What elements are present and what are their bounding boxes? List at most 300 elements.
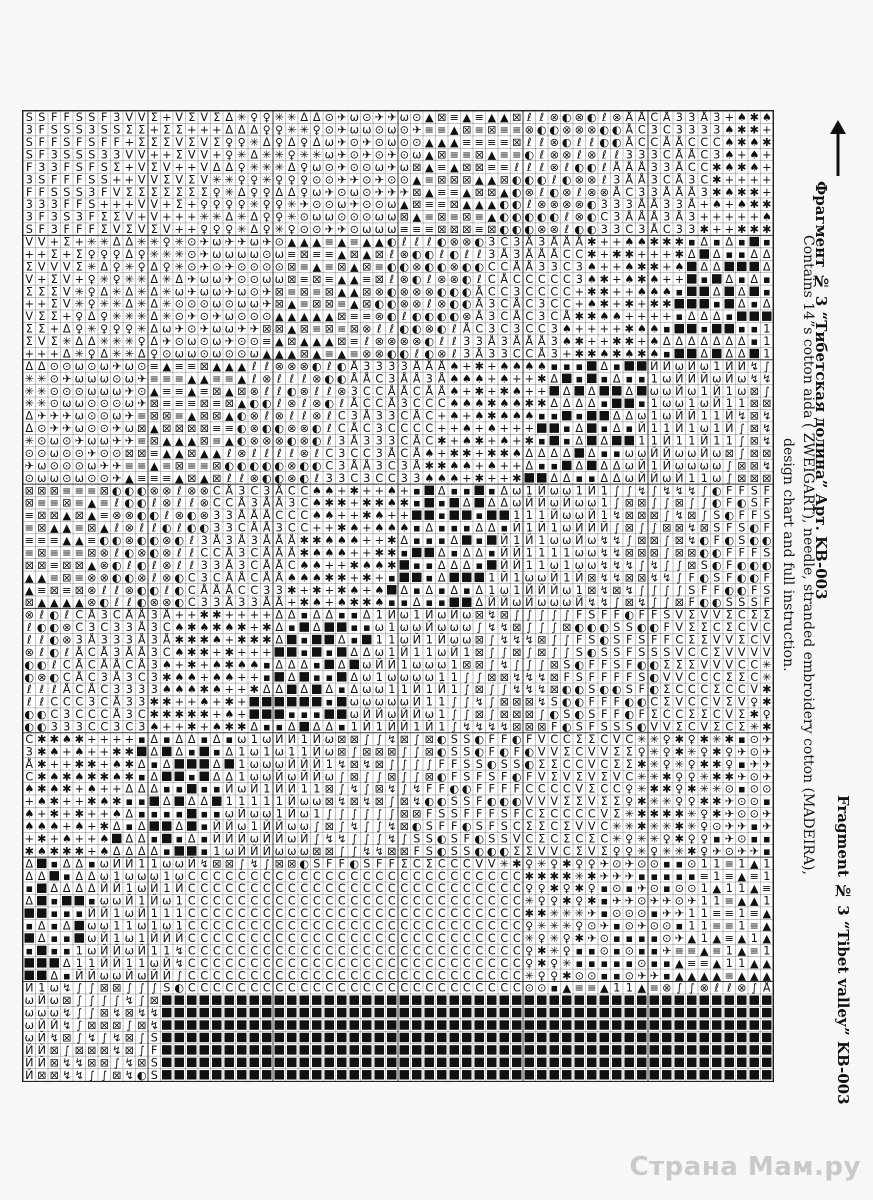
chart-cell-symbol: C	[575, 807, 584, 821]
chart-cell-symbol: ♠	[36, 795, 47, 809]
chart-cell-symbol: Δ	[462, 558, 471, 572]
chart-cell-mark	[337, 1008, 347, 1017]
chart-cell-mark	[362, 1033, 372, 1042]
chart-cell-symbol: ⊙	[224, 347, 234, 361]
chart-cell-mark	[525, 1045, 535, 1054]
chart-cell-symbol: 1	[413, 720, 421, 734]
chart-cell-symbol: C	[450, 931, 459, 945]
chart-cell-symbol: ✈	[637, 969, 647, 983]
chart-cell-symbol: 1	[425, 683, 433, 697]
chart-cell-symbol: 3	[150, 645, 158, 659]
chart-cell-symbol: 1	[313, 782, 321, 796]
chart-cell-mark	[212, 1020, 222, 1029]
chart-cell-symbol: Å	[487, 335, 496, 349]
chart-cell-symbol: ✳	[112, 297, 122, 311]
chart-cell-symbol: +	[212, 708, 222, 722]
chart-cell-symbol: ✈	[124, 384, 134, 398]
chart-cell-symbol: ω	[662, 397, 672, 411]
chart-cell-symbol: ◐	[411, 247, 422, 261]
chart-cell-symbol: ω	[49, 471, 59, 485]
chart-cell-symbol: 3	[488, 310, 496, 324]
chart-cell-symbol: Å	[275, 546, 284, 560]
chart-cell-symbol: ⊠	[524, 720, 534, 734]
chart-cell-symbol: ✳	[174, 260, 184, 274]
chart-cell-symbol: ω	[74, 359, 84, 373]
chart-cell-symbol: Й	[587, 484, 596, 498]
chart-cell-symbol: ↯	[737, 409, 747, 423]
chart-cell-symbol: 1	[700, 471, 708, 485]
chart-cell-symbol: S	[463, 745, 471, 759]
chart-cell-symbol: ⊠	[199, 409, 209, 423]
chart-cell-symbol: 1	[275, 807, 283, 821]
chart-cell-symbol: C	[200, 882, 209, 896]
chart-cell-symbol: ◐	[274, 471, 285, 485]
chart-cell-symbol: Å	[637, 111, 646, 125]
chart-cell-symbol: ✳	[124, 272, 134, 286]
chart-cell-symbol: ℓ	[189, 534, 195, 548]
chart-cell-mark	[562, 1008, 572, 1017]
chart-cell-symbol: ♠	[586, 297, 597, 311]
chart-cell-symbol: ↯	[349, 820, 359, 834]
chart-cell-symbol: ♀	[675, 782, 684, 796]
chart-cell-symbol: ∫	[513, 608, 520, 622]
chart-cell-symbol: Й	[312, 745, 321, 759]
chart-cell-symbol: ω	[262, 807, 272, 821]
chart-cell-symbol: ℓ	[164, 509, 170, 523]
chart-cell-symbol: 3	[625, 198, 633, 212]
chart-cell-symbol: 1	[725, 944, 733, 958]
chart-cell-symbol: ↯	[512, 670, 522, 684]
chart-cell-symbol: ⊠	[287, 335, 297, 349]
chart-cell-symbol: ✈	[599, 919, 609, 933]
chart-cell-symbol: 3	[150, 621, 158, 635]
chart-cell-symbol: ▪	[575, 372, 584, 386]
chart-cell-symbol: C	[387, 956, 396, 970]
chart-cell-symbol: C	[625, 732, 634, 746]
chart-cell-mark	[425, 510, 435, 519]
chart-cell-symbol: Å	[125, 608, 134, 622]
chart-cell-symbol: ω	[24, 1019, 34, 1033]
chart-cell-mark	[450, 510, 460, 519]
chart-cell-symbol: C	[400, 869, 409, 883]
chart-cell-symbol: +	[699, 210, 709, 224]
chart-cell-symbol: Å	[662, 111, 671, 125]
chart-cell-symbol: V	[587, 745, 596, 759]
chart-cell-symbol: ℓ	[226, 446, 232, 460]
chart-cell-mark	[237, 995, 247, 1004]
chart-cell-symbol: Δ	[587, 397, 596, 411]
chart-cell-symbol: ♠	[186, 670, 197, 684]
chart-cell-symbol: Å	[262, 521, 271, 535]
chart-cell-symbol: C	[737, 621, 746, 635]
chart-cell-symbol: ✱	[287, 583, 297, 597]
chart-cell-symbol: ⊗	[374, 335, 384, 349]
chart-cell-symbol: ▪	[625, 422, 634, 436]
chart-cell-symbol: ω	[249, 297, 259, 311]
chart-cell-symbol: C	[412, 944, 421, 958]
chart-cell-symbol: ♀	[237, 160, 246, 174]
chart-cell-symbol: C	[212, 907, 221, 921]
chart-cell-symbol: ◐	[474, 745, 485, 759]
chart-cell-symbol: 3	[375, 446, 383, 460]
chart-cell-symbol: ▪	[750, 335, 759, 349]
chart-cell-mark	[612, 1008, 622, 1017]
chart-cell-symbol: S	[488, 832, 496, 846]
chart-cell-symbol: +	[74, 782, 84, 796]
chart-cell-symbol: ✱	[349, 558, 359, 572]
chart-cell-symbol: ⊙	[749, 795, 759, 809]
chart-cell-symbol: ⊠	[437, 111, 447, 125]
chart-cell-symbol: C	[200, 944, 209, 958]
chart-cell-symbol: F	[588, 658, 595, 672]
chart-cell-symbol: Й	[287, 732, 296, 746]
chart-cell-symbol: C	[462, 956, 471, 970]
chart-cell-symbol: ⊙	[399, 123, 409, 137]
chart-cell-symbol: ✱	[124, 770, 134, 784]
chart-cell-symbol: ⊠	[387, 770, 397, 784]
chart-cell-symbol: ≡	[174, 397, 184, 411]
chart-cell-mark	[300, 722, 310, 731]
chart-cell-mark	[337, 697, 347, 706]
chart-cell-symbol: F	[713, 534, 720, 548]
chart-cell-symbol: V	[37, 260, 46, 274]
chart-cell-mark	[75, 933, 85, 942]
chart-cell-symbol: ▪	[400, 546, 409, 560]
chart-cell-symbol: Δ	[62, 322, 71, 336]
chart-cell-symbol: ▲	[749, 857, 759, 871]
chart-cell-symbol: ℓ	[426, 235, 432, 249]
chart-cell-symbol: ✳	[637, 732, 647, 746]
chart-cell-symbol: ♠	[111, 770, 122, 784]
chart-cell-symbol: ✱	[337, 521, 347, 535]
chart-cell-symbol: ℓ	[301, 409, 307, 423]
chart-cell-symbol: ↯	[662, 484, 672, 498]
chart-cell-symbol: Σ	[188, 173, 196, 187]
chart-cell-symbol: C	[425, 894, 434, 908]
chart-cell-symbol: ℓ	[64, 608, 70, 622]
chart-cell-symbol: Å	[512, 260, 521, 274]
chart-cell-symbol: ▪	[462, 583, 471, 597]
chart-cell-symbol: ω	[562, 596, 572, 610]
chart-cell-symbol: ω	[699, 397, 709, 411]
chart-cell-symbol: 1	[613, 981, 621, 995]
chart-cell-symbol: ✱	[387, 534, 397, 548]
chart-cell-symbol: ℓ	[176, 558, 182, 572]
chart-cell-symbol: ▲	[287, 347, 297, 361]
chart-cell-symbol: Δ	[125, 807, 134, 821]
chart-cell-symbol: C	[650, 136, 659, 150]
chart-cell-symbol: ✈	[362, 136, 372, 150]
chart-cell-symbol: Й	[600, 521, 609, 535]
chart-cell-symbol: ⊗	[162, 558, 172, 572]
chart-cell-symbol: S	[625, 621, 633, 635]
chart-cell-symbol: Å	[550, 235, 559, 249]
chart-cell-symbol: C	[400, 919, 409, 933]
chart-cell-mark	[212, 1008, 222, 1017]
chart-cell-symbol: Σ	[50, 335, 58, 349]
chart-cell-symbol: ↯	[49, 1031, 59, 1045]
chart-cell-symbol: Й	[500, 596, 509, 610]
chart-cell-symbol: +	[599, 260, 609, 274]
chart-cell-symbol: C	[475, 869, 484, 883]
chart-cell-symbol: Δ	[162, 795, 171, 809]
chart-cell-symbol: Δ	[100, 260, 109, 274]
chart-cell-symbol: ω	[437, 621, 447, 635]
chart-cell-symbol: ♠	[749, 148, 760, 162]
chart-cell-symbol: +	[174, 210, 184, 224]
chart-cell-symbol: ♠	[449, 359, 460, 373]
chart-cell-symbol: ◐	[711, 484, 722, 498]
chart-cell-symbol: ω	[224, 322, 234, 336]
chart-cell-symbol: +	[599, 247, 609, 261]
chart-cell-mark	[375, 1045, 385, 1054]
chart-cell-mark	[525, 995, 535, 1004]
chart-cell-symbol: +	[62, 757, 72, 771]
chart-cell-symbol: ◐	[599, 633, 610, 647]
chart-cell-symbol: ♀	[300, 136, 309, 150]
chart-cell-symbol: Δ	[600, 471, 609, 485]
chart-cell-symbol: 1	[425, 695, 433, 709]
chart-cell-symbol: Δ	[300, 111, 309, 125]
chart-cell-symbol: Δ	[487, 496, 496, 510]
chart-cell-symbol: ⊠	[312, 272, 322, 286]
chart-cell-mark	[475, 1033, 485, 1042]
chart-cell-symbol: ✱	[762, 683, 772, 697]
chart-cell-symbol: ▲	[737, 869, 747, 883]
chart-cell-symbol: ◐	[586, 645, 597, 659]
chart-cell-symbol: V	[550, 795, 559, 809]
chart-cell-symbol: ω	[549, 534, 559, 548]
chart-cell-symbol: Σ	[738, 708, 746, 722]
chart-cell-symbol: C	[700, 670, 709, 684]
chart-cell-symbol: ↯	[174, 944, 184, 958]
chart-cell-symbol: +	[174, 160, 184, 174]
chart-cell-symbol: C	[262, 956, 271, 970]
chart-cell-symbol: ✱	[187, 658, 197, 672]
chart-cell-symbol: ♠	[586, 260, 597, 274]
chart-cell-symbol: S	[63, 185, 71, 199]
chart-cell-symbol: C	[225, 882, 234, 896]
chart-cell-symbol: ⊗	[299, 384, 309, 398]
chart-cell-symbol: ⊠	[187, 471, 197, 485]
chart-cell-symbol: ⊠	[124, 1043, 134, 1057]
chart-cell-symbol: ∫	[538, 608, 545, 622]
chart-cell-symbol: ω	[74, 409, 84, 423]
chart-cell-symbol: ℓ	[339, 397, 345, 411]
chart-cell-symbol: 3	[25, 123, 33, 137]
chart-cell-symbol: Σ	[675, 720, 683, 734]
chart-cell-symbol: ⊙	[624, 907, 634, 921]
chart-cell-symbol: C	[637, 136, 646, 150]
chart-cell-symbol: ⊗	[87, 571, 97, 585]
chart-cell-symbol: ✱	[574, 335, 584, 349]
chart-cell-symbol: ▲	[349, 297, 359, 311]
chart-cell-symbol: Σ	[563, 820, 571, 834]
chart-cell-symbol: ◐	[461, 820, 472, 834]
chart-cell-symbol: V	[712, 633, 721, 647]
chart-cell-symbol: Δ	[425, 521, 434, 535]
chart-cell-symbol: +	[49, 832, 59, 846]
chart-cell-symbol: ≡	[137, 409, 147, 423]
chart-cell-symbol: C	[137, 708, 146, 722]
chart-cell-symbol: ≡	[512, 148, 522, 162]
chart-cell-symbol: C	[550, 310, 559, 324]
chart-cell-symbol: +	[599, 322, 609, 336]
chart-cell-symbol: 3	[38, 198, 46, 212]
chart-cell-symbol: ↯	[412, 795, 422, 809]
chart-cell-symbol: C	[225, 944, 234, 958]
chart-cell-symbol: ♠	[524, 409, 535, 423]
chart-cell-symbol: 3	[75, 210, 83, 224]
chart-cell-symbol: Δ	[25, 894, 34, 908]
chart-cell-mark	[262, 1045, 272, 1054]
chart-cell-symbol: ♀	[300, 185, 309, 199]
chart-cell-symbol: 3	[138, 720, 146, 734]
chart-cell-symbol: ℓ	[601, 173, 607, 187]
chart-cell-mark	[525, 1070, 535, 1079]
chart-cell-mark	[550, 436, 560, 445]
chart-cell-symbol: ω	[224, 310, 234, 324]
chart-cell-symbol: ⊙	[237, 272, 247, 286]
chart-cell-symbol: ↯	[674, 509, 684, 523]
chart-cell-symbol: F	[763, 484, 770, 498]
chart-cell-symbol: C	[400, 409, 409, 423]
chart-cell-symbol: ✱	[599, 272, 609, 286]
chart-cell-symbol: ≡	[349, 347, 359, 361]
chart-cell-mark	[400, 1045, 410, 1054]
chart-cell-symbol: Й	[550, 509, 559, 523]
chart-cell-symbol: ℓ	[189, 546, 195, 560]
chart-cell-symbol: +	[162, 111, 172, 125]
chart-cell-symbol: ✳	[24, 384, 34, 398]
chart-cell-symbol: Å	[287, 546, 296, 560]
chart-cell-symbol: ∫	[651, 496, 658, 510]
chart-cell-symbol: ↯	[362, 757, 372, 771]
chart-cell-symbol: ▪	[762, 272, 771, 286]
chart-cell-symbol: +	[474, 446, 484, 460]
chart-cell-symbol: ✱	[662, 807, 672, 821]
chart-cell-symbol: ◐	[511, 185, 522, 199]
chart-cell-symbol: ♠	[149, 720, 160, 734]
chart-cell-symbol: ω	[437, 608, 447, 622]
chart-cell-symbol: ✱	[399, 496, 409, 510]
chart-cell-symbol: Δ	[337, 633, 346, 647]
chart-cell-symbol: ⊠	[687, 509, 697, 523]
chart-cell-symbol: ⊙	[99, 446, 109, 460]
chart-cell-symbol: ∫	[626, 484, 633, 498]
chart-cell-symbol: C	[387, 459, 396, 473]
chart-cell-symbol: ↯	[524, 633, 534, 647]
chart-cell-symbol: C	[425, 969, 434, 983]
chart-cell-symbol: Δ	[275, 608, 284, 622]
chart-cell-symbol: C	[287, 944, 296, 958]
chart-cell-symbol: Σ	[600, 844, 608, 858]
chart-cell-symbol: ▲	[337, 285, 347, 299]
chart-cell-symbol: ⊠	[374, 247, 384, 261]
chart-cell-symbol: Δ	[487, 521, 496, 535]
chart-cell-mark	[537, 1070, 547, 1079]
chart-cell-symbol: ◐	[749, 571, 760, 585]
chart-cell-symbol: ⊙	[62, 459, 72, 473]
chart-cell-symbol: ✱	[37, 770, 47, 784]
chart-cell-symbol: ⊠	[537, 645, 547, 659]
chart-cell-symbol: ✱	[474, 359, 484, 373]
chart-cell-symbol: ♠	[311, 484, 322, 498]
chart-cell-symbol: +	[462, 409, 472, 423]
chart-cell-symbol: C	[525, 347, 534, 361]
chart-cell-mark	[462, 573, 472, 582]
chart-cell-symbol: V	[137, 198, 146, 212]
chart-cell-symbol: ⊠	[412, 185, 422, 199]
chart-cell-symbol: ω	[662, 409, 672, 423]
chart-cell-symbol: ✱	[437, 434, 447, 448]
chart-cell-symbol: Σ	[700, 633, 708, 647]
chart-cell-symbol: ♀	[625, 832, 634, 846]
chart-cell-symbol: ◐	[424, 347, 435, 361]
chart-cell-symbol: Й	[212, 832, 221, 846]
chart-cell-symbol: ≡	[24, 534, 34, 548]
chart-cell-symbol: ⊠	[474, 708, 484, 722]
chart-cell-symbol: ◐	[536, 210, 547, 224]
chart-cell-symbol: C	[212, 931, 221, 945]
chart-cell-symbol: 1	[388, 645, 396, 659]
chart-cell-symbol: +	[762, 160, 772, 174]
chart-cell-symbol: ⊙	[74, 446, 84, 460]
chart-cell-symbol: ℓ	[276, 397, 282, 411]
chart-cell-symbol: ⊙	[87, 359, 97, 373]
chart-cell-symbol: Å	[275, 571, 284, 585]
chart-cell-symbol: C	[600, 210, 609, 224]
chart-cell-symbol: Δ	[562, 397, 571, 411]
chart-cell-symbol: C	[450, 981, 459, 995]
chart-cell-symbol: C	[75, 608, 84, 622]
chart-cell-symbol: ▲	[312, 260, 322, 274]
chart-cell-symbol: C	[425, 882, 434, 896]
chart-cell-symbol: C	[337, 931, 346, 945]
chart-cell-symbol: 1	[263, 745, 271, 759]
chart-cell-symbol: ◐	[724, 583, 735, 597]
chart-cell-symbol: Å	[262, 596, 271, 610]
chart-cell-symbol: ⊙	[412, 136, 422, 150]
chart-cell-mark	[725, 1033, 735, 1042]
chart-cell-symbol: V	[175, 136, 184, 150]
chart-cell-symbol: C	[500, 956, 509, 970]
chart-cell-symbol: ≡	[762, 882, 772, 896]
chart-cell-symbol: ✱	[537, 956, 547, 970]
chart-cell-symbol: +	[724, 223, 734, 237]
chart-cell-symbol: ✱	[162, 708, 172, 722]
chart-cell-symbol: ℓ	[39, 608, 45, 622]
chart-cell-symbol: C	[200, 919, 209, 933]
chart-cell-symbol: ▲	[474, 198, 484, 212]
chart-cell-symbol: Å	[537, 335, 546, 349]
chart-cell-symbol: ⊗	[137, 546, 147, 560]
chart-cell-symbol: ♀	[212, 223, 221, 237]
chart-cell-symbol: ♠	[761, 210, 772, 224]
chart-cell-symbol: ≡	[699, 869, 709, 883]
chart-cell-symbol: Δ	[575, 397, 584, 411]
chart-cell-mark	[525, 473, 535, 482]
chart-cell-symbol: ⊠	[349, 247, 359, 261]
chart-cell-symbol: +	[237, 670, 247, 684]
chart-cell-symbol: 3	[688, 223, 696, 237]
chart-cell-symbol: ✳	[237, 210, 247, 224]
chart-cell-symbol: ∫	[613, 596, 620, 610]
chart-cell-symbol: ◐	[599, 683, 610, 697]
chart-cell-symbol: ◐	[524, 757, 535, 771]
chart-cell-symbol: ⊠	[149, 397, 159, 411]
chart-cell-symbol: ⊗	[299, 434, 309, 448]
